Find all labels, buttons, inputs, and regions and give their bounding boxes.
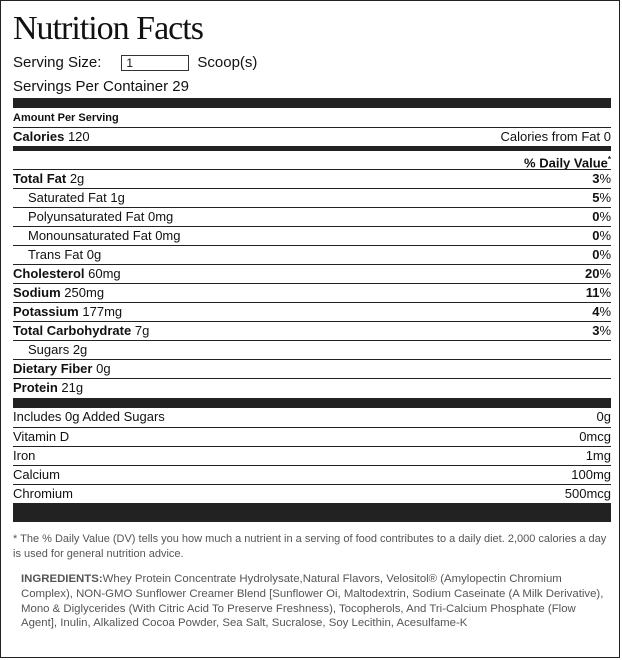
nutrient-amount: 60mg <box>88 266 121 281</box>
calories-row <box>13 127 611 146</box>
nutrient-amount: 0g <box>96 361 111 376</box>
nutrient-name <box>13 170 84 188</box>
nutrient-row <box>13 340 611 359</box>
daily-value-number: 0 <box>592 247 600 262</box>
nutrient-label: Polyunsaturated Fat <box>28 209 145 224</box>
percent-sign: % <box>599 323 611 338</box>
daily-value-number: 3 <box>592 171 600 186</box>
nutrient-amount: 7g <box>134 323 150 338</box>
nutrient-label: Trans Fat <box>28 247 84 262</box>
nutrient-amount: 2g <box>69 171 85 186</box>
serving-size-input[interactable]: 1 <box>121 55 189 71</box>
nutrient-label: Total Fat <box>13 171 67 186</box>
nutrient-label: Potassium <box>13 304 79 319</box>
nutrient-name <box>13 379 83 397</box>
nutrient-amount: 0mg <box>155 228 181 243</box>
nutrient-daily-value <box>585 265 611 283</box>
micronutrient-row <box>13 484 611 503</box>
nutrient-daily-value <box>592 246 611 264</box>
calories-label: Calories <box>13 129 65 144</box>
nutrient-label: Saturated Fat <box>28 190 107 205</box>
ingredients-text: Whey Protein Concentrate Hydrolysate,Natural Flavors, Velositol® (Amylopectin Chromium Complex), NON-GMO Sunflower Creamer Blend [Sunflower Oi, Maltodextrin, Sodium Caseinate (A Milk Derivative), Mono & Diglycerides (With Citric Acid To Preserve Freshness), Tocopherols, And Tri-Calcium Phosphate (Flow Agent], Inulin, Alkalized Cocoa Powder, Sea Salt, Sucralose, Soy Lecithin, Acesulfame-K <box>21 573 604 630</box>
nutrient-daily-value <box>592 322 611 340</box>
micronutrient-name: Includes 0g Added Sugars <box>13 409 165 424</box>
daily-value-number: 4 <box>592 304 600 319</box>
micronutrient-row <box>13 408 611 426</box>
ingredients-label: INGREDIENTS: <box>21 573 103 585</box>
percent-sign: % <box>599 285 611 300</box>
nutrient-name <box>13 265 121 283</box>
nutrient-label: Protein <box>13 380 58 395</box>
nutrient-daily-value <box>592 189 611 207</box>
bottom-bar <box>13 503 611 522</box>
daily-value-number: 0 <box>592 228 600 243</box>
nutrient-name <box>13 360 111 378</box>
micronutrient-value: 0g <box>596 409 611 424</box>
daily-value-number: 20 <box>584 266 600 281</box>
micronutrient-value: 1mg <box>585 448 611 463</box>
daily-value-star: * <box>607 155 611 164</box>
nutrient-label: Sugars <box>28 342 70 357</box>
serving-size-label: Serving Size: <box>13 54 102 71</box>
micronutrient-row <box>13 465 611 484</box>
percent-sign: % <box>599 247 611 262</box>
nutrient-label: Dietary Fiber <box>13 361 93 376</box>
nutrient-name <box>13 189 125 207</box>
daily-value-number: 5 <box>592 190 600 205</box>
nutrient-name <box>13 246 101 264</box>
nutrient-row <box>13 378 611 397</box>
nutrient-daily-value <box>586 284 611 302</box>
nutrient-label: Sodium <box>13 285 61 300</box>
percent-sign: % <box>599 190 611 205</box>
nutrient-row <box>13 169 611 188</box>
nutrient-name <box>13 284 104 302</box>
nutrient-row <box>13 359 611 378</box>
micronutrient-name: Chromium <box>13 486 73 501</box>
micronutrient-name: Vitamin D <box>13 429 70 444</box>
nutrient-name <box>13 322 149 340</box>
thick-divider <box>13 98 611 108</box>
micronutrient-value: 500mcg <box>564 486 611 501</box>
percent-sign: % <box>599 209 611 224</box>
calories-value: 120 <box>67 129 90 144</box>
nutrient-row <box>13 207 611 226</box>
daily-value-header: % Daily Value <box>524 155 608 171</box>
daily-value-footnote: * The % Daily Value (DV) tells you how much a nutrient in a serving of food contributes to a daily diet. 2,000 calories a day is used for general nutrition advice. <box>13 533 607 560</box>
micronutrient-name: Calcium <box>13 467 60 482</box>
nutrient-amount: 0g <box>86 247 102 262</box>
nutrient-label: Total Carbohydrate <box>13 323 132 338</box>
nutrient-daily-value <box>592 170 611 188</box>
micronutrient-row <box>13 427 611 446</box>
thick-divider-2 <box>13 398 611 408</box>
calories-from-fat: Calories from Fat 0 <box>500 129 611 144</box>
daily-value-number: 11 <box>585 285 600 300</box>
nutrient-row <box>13 226 611 245</box>
nutrient-daily-value <box>592 227 611 245</box>
nutrient-row <box>13 321 611 340</box>
amount-per-serving-row <box>13 109 611 127</box>
nutrient-label: Monounsaturated Fat <box>28 228 152 243</box>
nutrient-amount: 250mg <box>64 285 105 300</box>
micronutrient-value: 100mg <box>571 467 611 482</box>
amount-per-serving: Amount Per Serving <box>13 112 119 124</box>
nutrient-name <box>13 303 122 321</box>
nutrient-row <box>13 302 611 321</box>
label-title: Nutrition Facts <box>13 10 203 47</box>
nutrient-amount: 177mg <box>82 304 123 319</box>
micronutrient-row <box>13 446 611 465</box>
nutrient-amount: 2g <box>72 342 88 357</box>
nutrient-name <box>13 227 181 245</box>
percent-sign: % <box>599 266 611 281</box>
nutrient-name <box>13 341 87 359</box>
daily-value-number: 3 <box>592 323 600 338</box>
daily-value-number: 0 <box>592 209 600 224</box>
percent-sign: % <box>599 228 611 243</box>
nutrient-daily-value <box>592 208 611 226</box>
nutrient-daily-value <box>592 303 611 321</box>
percent-sign: % <box>599 171 611 186</box>
nutrient-name <box>13 208 173 226</box>
nutrient-row <box>13 264 611 283</box>
nutrient-row <box>13 245 611 264</box>
micronutrient-value: 0mcg <box>579 429 611 444</box>
serving-size-unit: Scoop(s) <box>197 54 258 71</box>
nutrient-label: Cholesterol <box>13 266 85 281</box>
micronutrient-name: Iron <box>13 448 36 463</box>
percent-sign: % <box>599 304 611 319</box>
nutrient-amount: 1g <box>110 190 125 205</box>
nutrient-amount: 0mg <box>147 209 174 224</box>
nutrient-amount: 21g <box>61 380 84 395</box>
nutrient-row <box>13 283 611 302</box>
nutrient-row <box>13 188 611 207</box>
ingredients <box>21 572 611 631</box>
serving-size-row <box>13 53 257 73</box>
servings-per-container: Servings Per Container 29 <box>13 78 189 95</box>
